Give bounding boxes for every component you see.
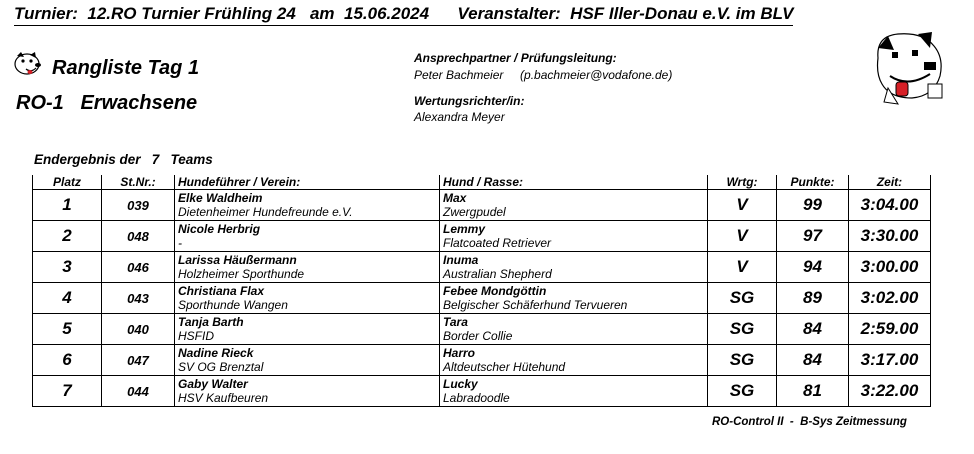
dog-logo-big-icon [868,28,950,110]
cell-platz: 1 [33,190,102,221]
dog-breed: Zwergpudel [443,205,506,219]
cell-punkte: 97 [777,221,849,252]
cell-stnr: 044 [102,376,175,407]
cell-handler [175,314,440,345]
table-row [33,376,931,407]
contact-value: Peter Bachmeier (p.bachmeier@vodafone.de) [414,68,673,82]
cell-wrtg: V [708,252,777,283]
results-summary: Endergebnis der 7 Teams [34,152,213,167]
cell-dog [440,190,708,221]
table-header-row [33,175,931,190]
cell-dog [440,283,708,314]
cell-stnr: 043 [102,283,175,314]
dog-name: Lemmy [443,222,486,236]
cell-wrtg: SG [708,314,777,345]
cell-zeit: 3:30.00 [849,221,931,252]
judge-heading: Wertungsrichter/in: [414,94,525,108]
dog-breed: Altdeutscher Hütehund [443,360,566,374]
dog-logo-small-icon [12,50,46,78]
handler-club: HSV Kaufbeuren [178,391,269,405]
dog-name: Tara [443,315,468,329]
cell-zeit: 3:00.00 [849,252,931,283]
cell-handler [175,376,440,407]
dog-breed: Labradoodle [443,391,510,405]
dog-name: Max [443,191,467,205]
col-header-handler: Hundeführer / Verein: [175,175,440,190]
table-row [33,190,931,221]
cell-platz: 4 [33,283,102,314]
handler-club: SV OG Brenztal [178,360,264,374]
handler-name: Larissa Häußermann [178,253,297,267]
handler-club: Holzheimer Sporthunde [178,267,305,281]
col-header-punkte: Punkte: [777,175,849,190]
col-header-platz: Platz [33,175,102,190]
cell-zeit: 3:17.00 [849,345,931,376]
cell-wrtg: V [708,221,777,252]
table-row [33,314,931,345]
cell-punkte: 81 [777,376,849,407]
cell-platz: 2 [33,221,102,252]
tournament-header-line: Turnier: 12.RO Turnier Frühling 24 am 15.06.2024 Veranstalter: HSF Iller-Donau e.V. im BLV [14,4,793,26]
col-header-dog: Hund / Rasse: [440,175,708,190]
table-row [33,252,931,283]
cell-platz: 7 [33,376,102,407]
cell-punkte: 99 [777,190,849,221]
cell-wrtg: SG [708,345,777,376]
col-header-wrtg: Wrtg: [708,175,777,190]
class-title: RO-1 Erwachsene [16,92,198,114]
cell-punkte: 94 [777,252,849,283]
footer-software-credit: RO-Control II - B-Sys Zeitmessung [712,416,907,428]
cell-punkte: 84 [777,345,849,376]
cell-zeit: 2:59.00 [849,314,931,345]
handler-name: Nadine Rieck [178,346,254,360]
cell-wrtg: V [708,190,777,221]
cell-handler [175,221,440,252]
dog-name: Febee Mondgöttin [443,284,547,298]
cell-handler [175,345,440,376]
cell-stnr: 047 [102,345,175,376]
cell-handler [175,283,440,314]
cell-zeit: 3:02.00 [849,283,931,314]
cell-dog [440,345,708,376]
cell-dog [440,314,708,345]
cell-wrtg: SG [708,283,777,314]
table-row [33,345,931,376]
cell-wrtg: SG [708,376,777,407]
dog-name: Inuma [443,253,479,267]
handler-club: HSFID [178,329,214,343]
handler-name: Tanja Barth [178,315,244,329]
cell-stnr: 040 [102,314,175,345]
dog-breed: Flatcoated Retriever [443,236,552,250]
cell-zeit: 3:22.00 [849,376,931,407]
table-row [33,283,931,314]
cell-dog [440,221,708,252]
cell-stnr: 046 [102,252,175,283]
handler-club: Dietenheimer Hundefreunde e.V. [178,205,353,219]
dog-breed: Australian Shepherd [443,267,552,281]
cell-stnr: 048 [102,221,175,252]
handler-name: Gaby Walter [178,377,248,391]
handler-name: Elke Waldheim [178,191,263,205]
cell-dog [440,252,708,283]
results-table [32,175,931,407]
table-row [33,221,931,252]
judge-value: Alexandra Meyer [414,110,505,124]
cell-stnr: 039 [102,190,175,221]
handler-club: - [178,236,182,250]
handler-name: Christiana Flax [178,284,265,298]
dog-breed: Border Collie [443,329,513,343]
cell-platz: 5 [33,314,102,345]
cell-zeit: 3:04.00 [849,190,931,221]
cell-punkte: 84 [777,314,849,345]
cell-punkte: 89 [777,283,849,314]
handler-name: Nicole Herbrig [178,222,261,236]
dog-name: Lucky [443,377,478,391]
cell-platz: 6 [33,345,102,376]
contact-heading: Ansprechpartner / Prüfungsleitung: [414,51,617,65]
page-title: Rangliste Tag 1 [52,57,200,79]
dog-breed: Belgischer Schäferhund Tervueren [443,298,628,312]
handler-club: Sporthunde Wangen [178,298,288,312]
cell-handler [175,190,440,221]
cell-dog [440,376,708,407]
cell-handler [175,252,440,283]
dog-name: Harro [443,346,476,360]
col-header-zeit: Zeit: [849,175,931,190]
col-header-stnr: St.Nr.: [102,175,175,190]
cell-platz: 3 [33,252,102,283]
